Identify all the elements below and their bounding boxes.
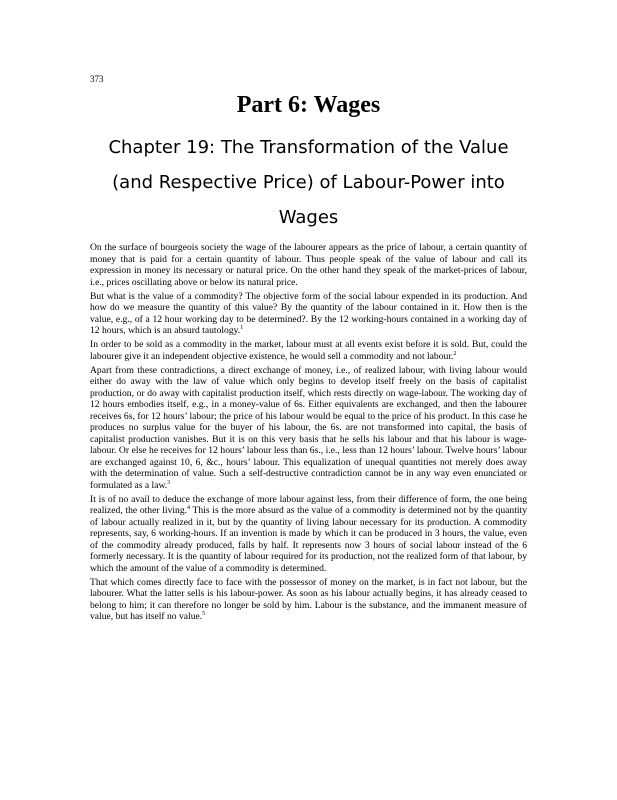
footnote-ref: 1 — [240, 324, 244, 331]
paragraph-text: This is the more absurd as the value of a commodity is determined not by the quantity of labour actually realized in it, but by the quantity of living labour necessary for its production. A commodity represents, say, 6 working-hours. If an invention is made by which it can be produced in 3 hours, the value, even of the commodity already produced, falls by half. It represents now 3 hours of social labour instead of the 6 formerly necessary. It is the quantity of labour required for its production, not the realized form of that labour, by which the amount of the value of a commodity is determined. — [90, 505, 527, 574]
paragraph — [90, 577, 527, 623]
paragraph — [90, 494, 527, 575]
footnote-ref: 3 — [167, 479, 171, 486]
paragraph-text: That which comes directly face to face with the possessor of money on the market, is in fact not labour, but the labourer. What the latter sells is his labour-power. As soon as his labour actually begins, it has already ceased to belong to him; it can therefore no longer be sold by him. Labour is the substance, and the immanent measure of value, but has itself no value. — [90, 576, 527, 623]
footnote-ref: 5 — [202, 611, 206, 618]
part-title: Part 6: Wages — [236, 92, 381, 118]
paragraph — [90, 242, 527, 288]
paragraph-text: But what is the value of a commodity? The objective form of the social labour expended in its production. And how do we measure the quantity of this value? By the quantity of the labour contained in it. How then is the value, e.g., of a 12 hour working day to be determined?. By the 12 working-hours contained in a working day of 12 hours, which is an absurd tautology. — [90, 290, 527, 337]
footnote-ref: 4 — [187, 505, 191, 512]
paragraph-text: On the surface of bourgeois society the wage of the labourer appears as the price of labour, a certain quantity of money that is paid for a certain quantity of labour. Thus people speak of the value of labour and call its expression in money its necessary or natural price. On the other hand they speak of the market-prices of labour, i.e., prices oscillating above or below its natural price. — [90, 242, 527, 288]
chapter-title: Chapter 19: The Transformation of the Value (and Respective Price) of Labour-Power into Wages — [108, 137, 509, 228]
paragraph — [90, 365, 527, 492]
paragraph-text: It is of no avail to deduce the exchange of more labour against less, from their difference of form, the one being realized, the other living. — [90, 493, 527, 517]
footnote-ref: 2 — [453, 350, 457, 357]
paragraph — [90, 291, 527, 337]
paragraph — [90, 339, 527, 362]
paragraph-text: In order to be sold as a commodity in the market, labour must at all events exist before it is sold. But, could the labourer give it an independent objective existence, he would sell a commodity and not labour. — [90, 339, 527, 362]
paragraph-text: Apart from these contradictions, a direct exchange of money, i.e., of realized labour, with living labour would either do away with the law of value which only begins to develop itself freely on the basis of capitalist production, or do away with capitalist production itself, which rests directly on wage-labour. The working day of 12 hours embodies itself, e.g., in a money-value of 6s. Either equivalents are exchanged, and then the labourer receives 6s, for 12 hours’ labour; the price of his labour would be equal to the price of his product. In this case he produces no surplus value for the buyer of his labour, the 6s. are not transformed into capital, the basis of capitalist production vanishes. But it is on this very basis that he sells his labour and that his labour is wage-labour. Or else he receives for 12 hours’ labour less than 6s., i.e., less than 12 hours’ labour. Twelve hours’ labour are exchanged against 10, 6, &c., hours’ labour. This equalization of unequal quantities not merely does away with the determination of value. Such a self-destructive contradiction cannot be in any way even enunciated or formulated as a law. — [90, 364, 527, 491]
page-number: 373 — [90, 74, 104, 84]
body-text — [90, 242, 527, 626]
